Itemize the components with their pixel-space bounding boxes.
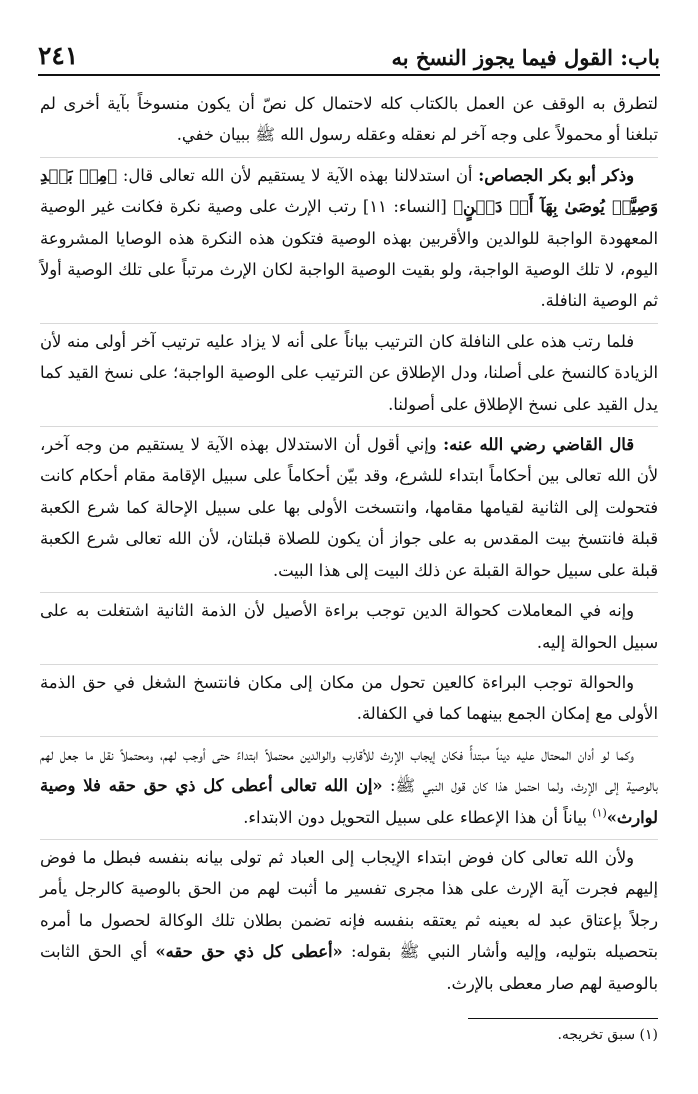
speaker-lead: وذكر أبو بكر الجصاص: — [478, 165, 634, 185]
footnote-divider — [468, 1018, 658, 1019]
paragraph-text-cont: بياناً أن هذا الإعطاء على سبيل التحويل دون الابتداء. — [243, 807, 588, 827]
footnote — [557, 1024, 658, 1046]
paragraph-text-cont: أي الحق الثابت بالوصية لهم صار معطى بالإرث. — [40, 942, 658, 993]
paragraph-text-cont: رتب الإرث على وصية نكرة فكانت غير الوصية المعهودة الواجبة للوالدين والأقربين بهذه الوصية فتكون هذه النكرة هذه الوصايا المشروعة اليوم، لا تلك الوصية الواجبة، ولو بقيت الوصية الواجبة لكان الإرث مرتباً على تلك الوصية أولاً ثم الوصية النافلة. — [40, 197, 658, 311]
paragraph-6 — [40, 664, 658, 730]
paragraph-text: وإني أقول أن الاستدلال بهذه الآية لا يستقيم من وجه آخر، لأن الله تعالى بين أحكاماً ابتداء للشرع، وقد بيّن أحكاماً على سبيل الإقامة مقام أحكام كانت فتحولت إلى الثانية لقيامها مقامها، وانتسخت الأولى بها على سبيل الإحالة كما شرع الكعبة قبلة فانتسخ بيت المقدس به على جواز أن يكون للصلاة قبلتان، لأن الله تعالى شرع الكعبة قبلة على سبيل حوالة القبلة عن ذلك البيت إلى هذا البيت. — [40, 435, 658, 580]
paragraph-1 — [40, 88, 658, 151]
paragraph-3 — [40, 323, 658, 420]
paragraph-2 — [40, 157, 658, 317]
quran-verse: ﴿مِنۢ بَعۡدِ وَصِيَّةٖ يُوصَىٰ بِهَآ أَوۡ دَيۡنٍ﴾ — [40, 165, 658, 217]
paragraph-text: أن استدلالنا بهذه الآية لا يستقيم لأن الله تعالى قال: — [122, 165, 473, 185]
running-title: باب: القول فيما يجوز النسخ به — [391, 45, 660, 70]
footnote-text: سبق تخريجه. — [557, 1027, 636, 1043]
hadith-quote: «أعطى كل ذي حق حقه» — [155, 942, 343, 962]
hadith-quote: «إن الله تعالى أعطى كل ذي حق حقه فلا وصية لوارث» — [40, 776, 658, 827]
paragraph-text: ولأن الله تعالى كان فوض ابتداء الإيجاب إلى العباد ثم تولى بيانه بنفسه فبطل ما فوض إليهم فجرت آية الإرث على هذا مجرى تفسير ما أثبت لهم من الحق بالوصية كالرجل يأمر رجلاً بإعتاق عبد له بعينه ثم يعتقه بنفسه فإنه تضمن بطلان تلك الوكالة لحصول ما أمره بتحصيله بتوليه، وإليه وأشار النبي ﷺ بقوله: — [40, 847, 658, 962]
footnote-ref[interactable]: (١) — [592, 806, 607, 820]
paragraph-4 — [40, 426, 658, 586]
paragraph-text: لتطرق به الوقف عن العمل بالكتاب كله لاحتمال كل نصّ أن يكون منسوخاً بآية أخرى لم تبلغنا أو محمولاً على وجه آخر لم نعقله وعقله رسول الله ﷺ ببيان خفي. — [40, 94, 658, 145]
paragraph-text: والحوالة توجب البراءة كالعين تحول من مكان إلى مكان فانتسخ الشغل في حق الذمة الأولى مع إمكان الجمع بينهما كما في الكفالة. — [40, 672, 658, 724]
paragraph-text: وإنه في المعاملات كحوالة الدين توجب براءة الأصيل لأن الذمة الثانية اشتغلت به على سبيل الحوالة إليه. — [40, 601, 658, 652]
page-number: ٢٤١ — [38, 41, 79, 70]
paragraph-8 — [40, 839, 658, 999]
paragraph-5 — [40, 592, 658, 658]
speaker-lead: قال القاضي رضي الله عنه: — [443, 435, 634, 455]
paragraph-text: فلما رتب هذه على النافلة كان الترتيب بياناً على أنه لا يزاد عليه ترتيب آخر أولى منه لأن الزيادة كالنسخ على أصلنا، ودل الإطلاق عن الترتيب على الوصية الواجبة؛ على نسخ القيد كما يدل القيد على نسخ الإطلاق على أصولنا. — [40, 331, 658, 414]
paragraph-text: وكما لو أدان المحتال عليه ديناً مبتدأً فكان إيجاب الإرث للأقارب والوالدين محتملاً ابتداءً حتى أوجب لهم، ومحتملاً نقل ما جعل لهم بالوصية إلى الإرث، ولما احتمل هذا كان قول النبي ﷺ: — [40, 744, 658, 796]
paragraph-7 — [40, 736, 658, 833]
running-header — [38, 36, 660, 76]
footnote-number: (١) — [639, 1027, 658, 1043]
verse-citation: [النساء: ١١] — [362, 197, 447, 217]
body-text — [40, 88, 658, 1005]
